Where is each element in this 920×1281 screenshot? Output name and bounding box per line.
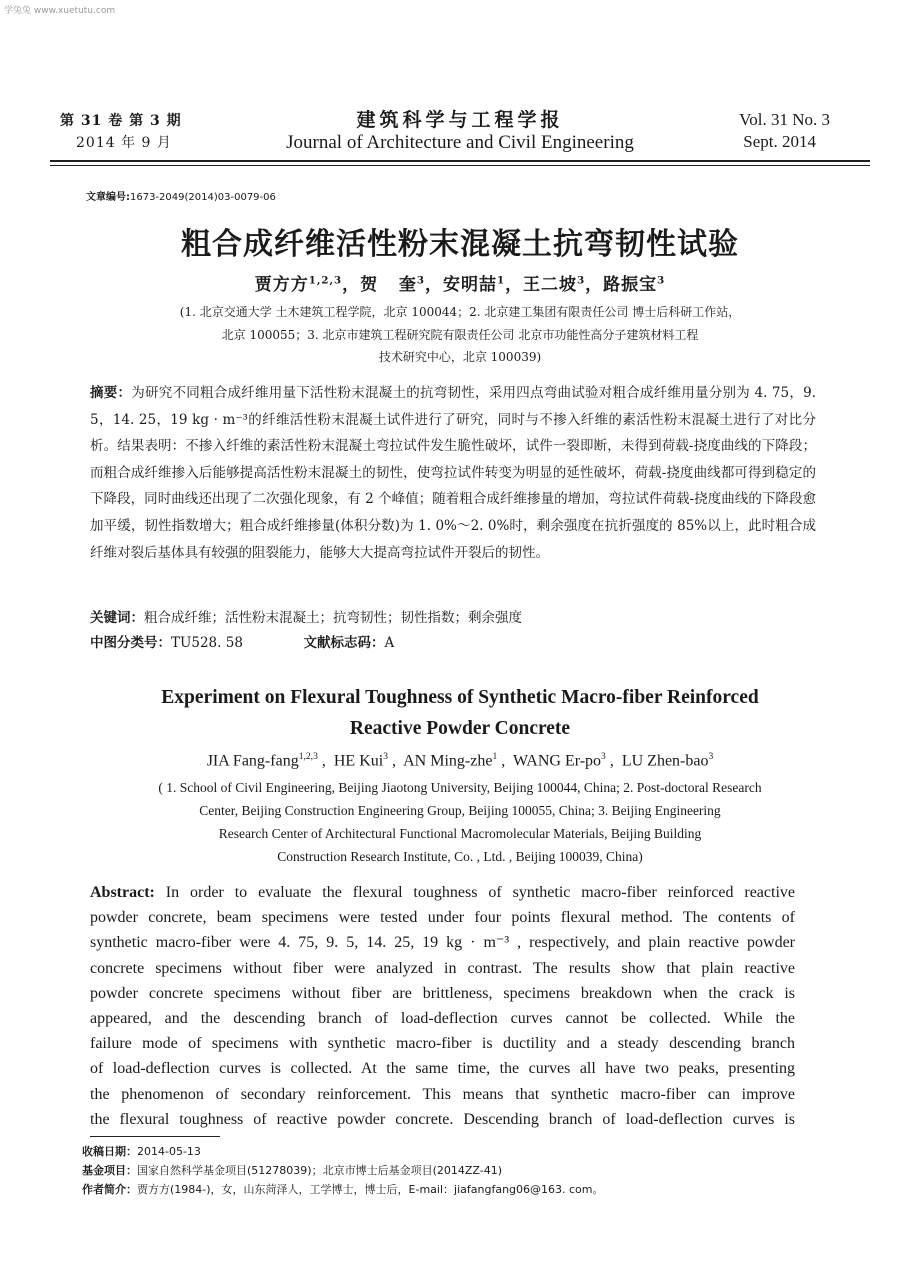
abstract-en-line: of load-deflection curves is collected. At the same time, the curves all have two peaks, presenting [90, 1060, 795, 1078]
footnote-received [82, 1143, 201, 1159]
classification [90, 631, 394, 651]
volume-number-en: Vol. 31 No. 3 [739, 110, 830, 129]
abstract-en-line: powder concrete, beam specimens were tested under four points flexural method. The contents of [90, 909, 795, 927]
fund-value: 国家自然科学基金项目(51278039)；北京市博士后基金项目(2014ZZ-41) [137, 1164, 502, 1177]
journal-title-cn: 建筑科学与工程学报 [356, 109, 564, 131]
received-value: 2014-05-13 [137, 1145, 201, 1158]
volume-issue: 第 31 卷 第 3 期 [60, 113, 182, 129]
doc-code-value: A [384, 635, 395, 651]
abstract-en-line: failure mode of specimens with synthetic macro-fiber is ductility and a steady descending branch [90, 1035, 795, 1053]
affiliation-cn-line: 技术研究中心，北京 100039) [378, 350, 542, 364]
author-bio-label: 作者简介： [82, 1183, 137, 1196]
abstract-cn-label: 摘要： [90, 385, 132, 401]
received-label: 收稿日期： [82, 1145, 137, 1158]
paper-title-en-line: Experiment on Flexural Toughness of Synthetic Macro-fiber Reinforced [161, 687, 759, 708]
abstract-en-line: synthetic macro-fiber were 4. 75, 9. 5, 14. 25, 19 kg · m⁻³ , respectively, and plain reactive powder [90, 934, 795, 952]
paper-title-en-line: Reactive Powder Concrete [349, 718, 571, 739]
doc-code-label: 文献标志码： [303, 635, 385, 651]
footnote-author [82, 1181, 604, 1197]
header-rule [50, 160, 870, 162]
abstract-en-label: Abstract: [90, 884, 155, 901]
journal-title-en: Journal of Architecture and Civil Engineering [286, 132, 634, 153]
clc-value: TU528. 58 [171, 635, 243, 651]
affiliation-en-line: ( 1. School of Civil Engineering, Beijing Jiaotong University, Beijing 100044, China; 2. Post-doctoral Research [158, 780, 762, 795]
abstract-en-line: appeared, and the descending branch of load-deflection curves cannot be collected. While the [90, 1009, 795, 1027]
affiliation-en-line: Research Center of Architectural Functional Macromolecular Materials, Beijing Building [218, 826, 702, 841]
header-rule-thin [50, 165, 870, 166]
issue-date-en: Sept. 2014 [743, 132, 816, 151]
affiliation-en-line: Center, Beijing Construction Engineering Group, Beijing 100055, China; 3. Beijing Engineering [199, 803, 721, 818]
abstract-en-line [90, 880, 795, 905]
keywords-cn-text: 粗合成纤维；活性粉末混凝土；抗弯韧性；韧性指数；剩余强度 [144, 610, 522, 626]
paper-title-cn: 粗合成纤维活性粉末混凝土抗弯韧性试验 [181, 227, 739, 262]
author-bio-value: 贾方方(1984-)，女，山东菏泽人，工学博士，博士后，E-mail：jiafangfang06@163. com。 [137, 1183, 604, 1196]
abstract-en-line: the phenomenon of secondary reinforcement. This means that synthetic macro-fiber can improve [90, 1085, 795, 1103]
issue-date: 2014 年 9 月 [76, 135, 172, 151]
paper-title-en [0, 682, 920, 744]
fund-label: 基金项目： [82, 1164, 137, 1177]
watermark: 学兔兔 www.xuetutu.com [4, 6, 116, 16]
abstract-en-line: powder concrete specimens without fiber are brittleness, specimens breakdown when the crack is [90, 984, 795, 1002]
authors-en: JIA Fang-fang$^{1,2,3}$ , HE Kui$^3$ , AN Ming-zhe$^1$ , WANG $Er-po^3$ , LU Zhen-bao$^3$ [206, 751, 714, 770]
abstract-cn-text: 为研究不同粗合成纤维用量下活性粉末混凝土的抗弯韧性，采用四点弯曲试验对粗合成纤维用量分别为 4. 75，9. 5，14. 25，19 kg · m⁻³的纤维活性粉末混凝土试件进行了研究，同时与不掺入纤维的素活性粉末混凝土进行了对比分析。结果表明：不掺入纤维的素活性粉末混凝土弯拉试件发生脆性破坏，试件一裂即断，未得到荷载-挠度曲线的下降段；而粗合成纤维掺入后能够提高活性粉末混凝土的韧性，使弯拉试件转变为明显的延性破坏，荷载-挠度曲线都可得到稳定的下降段，同时曲线还出现了二次强化现象，有 2 个峰值；随着粗合成纤维掺量的增加，弯拉试件荷载-挠度曲线的下降段愈加平缓，韧性指数增大；粗合成纤维掺量(体积分数)为 1. 0%～2. 0%时，剩余强度在抗折强度的 85%以上，此时粗合成纤维对裂后基体具有较强的阻裂能力，能够大大提高弯拉试件开裂后的韧性。 [90, 385, 816, 561]
footnote-rule [90, 1136, 220, 1137]
article-number [86, 188, 276, 203]
clc-label: 中图分类号： [90, 635, 171, 651]
affiliation-en-line: Construction Research Institute, Co. , Ltd. , Beijing 100039, China) [277, 849, 643, 864]
abstract-en [90, 880, 795, 1132]
footnote-fund [82, 1162, 502, 1178]
abstract-en-text: In order to evaluate the flexural toughness of synthetic macro-fiber reinforced reactive [154, 884, 795, 901]
abstract-en-line: concrete specimens without fiber were analyzed in contrast. The results show that plain reactive [90, 959, 795, 977]
affiliation-cn-line: (1. 北京交通大学 土木建筑工程学院，北京 100044；2. 北京建工集团有限责任公司 博士后科研工作站， [179, 305, 741, 319]
article-number-label: 文章编号: [86, 192, 130, 203]
affiliation-cn-line: 北京 100055；3. 北京市建筑工程研究院有限责任公司 北京市功能性高分子建筑材料工程 [221, 328, 699, 342]
abstract-en-line: the flexural toughness of reactive powder concrete. Descending branch of load-deflection curves is [90, 1110, 795, 1128]
article-number-value: 1673-2049(2014)03-0079-06 [130, 192, 276, 203]
keywords-cn-label: 关键词： [90, 610, 144, 626]
keywords-cn [90, 606, 522, 626]
authors-cn: 贾方方$^{1,2,3}$，贺 奎$^3$，安明喆$^1$，王二坡$^3$，路振宝$^3$ [254, 274, 666, 295]
abstract-cn [90, 380, 816, 566]
